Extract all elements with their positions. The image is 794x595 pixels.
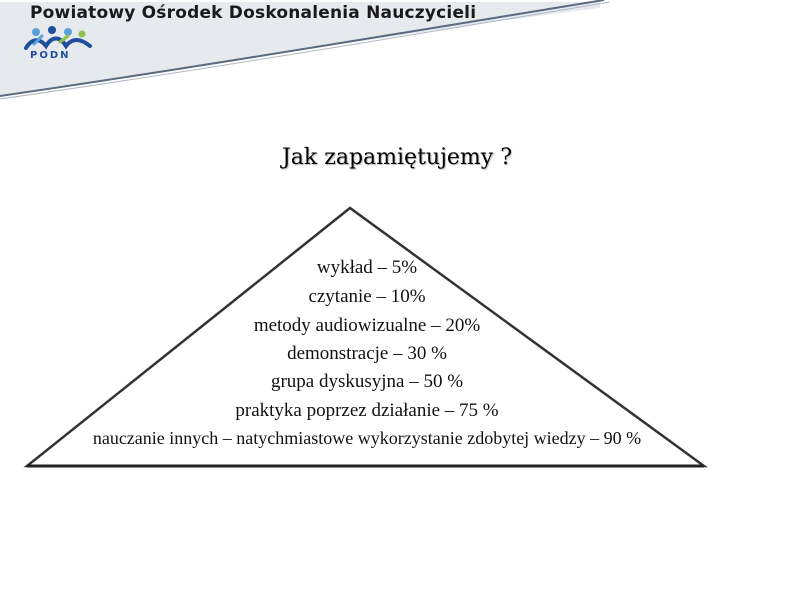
pyramid-level: metody audiowizualne – 20% (253, 315, 481, 336)
logo-wordmark: PODN (30, 50, 71, 61)
organization-name: Powiatowy Ośrodek Doskonalenia Nauczycieli (30, 3, 477, 23)
pyramid-level: grupa dyskusyjna – 50 % (270, 371, 464, 392)
pyramid-level: praktyka poprzez działanie – 75 % (235, 400, 499, 421)
pyramid-level: nauczanie innych – natychmiastowe wykorzystanie zdobytej wiedzy – 90 % (92, 428, 642, 448)
pyramid-level: wykład – 5% (316, 257, 418, 278)
pyramid-level: demonstracje – 30 % (287, 343, 447, 364)
pyramid-level: czytanie – 10% (308, 286, 426, 307)
slide-title: Jak zapamiętujemy ? (281, 145, 512, 170)
